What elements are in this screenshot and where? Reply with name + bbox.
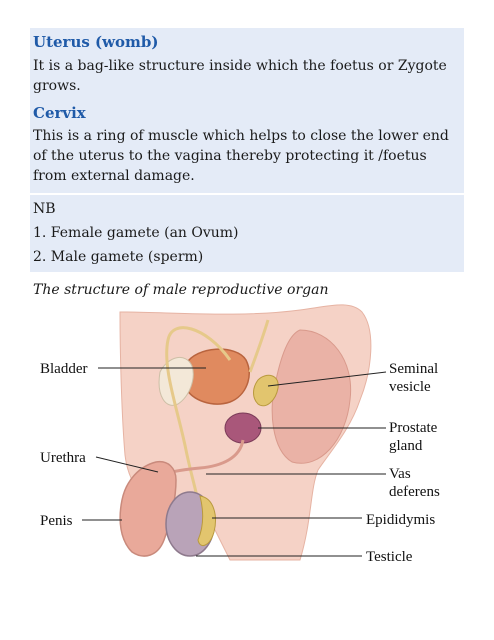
label-testicle: Testicle	[366, 549, 413, 565]
cervix-text: This is a ring of muscle which helps to close the lower end of the uterus to the vagina thereby protecting it /foetus from external damage.	[33, 128, 449, 184]
label-prostate-1: Prostate	[389, 420, 438, 436]
male-gamete-item: 2. Male gamete (sperm)	[33, 249, 204, 265]
uterus-cervix-box	[30, 28, 464, 193]
label-vas-2: deferens	[389, 484, 440, 500]
male-reproductive-diagram	[0, 300, 494, 590]
cervix-heading: Cervix	[33, 104, 86, 122]
label-vas-1: Vas	[389, 466, 411, 482]
label-penis: Penis	[40, 513, 73, 529]
label-prostate-2: gland	[389, 438, 423, 454]
label-urethra: Urethra	[40, 450, 86, 466]
figure-caption: The structure of male reproductive organ	[33, 282, 329, 298]
prostate-shape	[225, 413, 261, 443]
penis-shape	[120, 462, 176, 556]
label-epididymis: Epididymis	[366, 512, 436, 528]
label-bladder: Bladder	[40, 361, 88, 377]
uterus-text: It is a bag-like structure inside which the foetus or Zygote grows.	[33, 58, 447, 94]
uterus-heading: Uterus (womb)	[33, 33, 159, 51]
nb-label: NB	[33, 201, 56, 217]
gamete-note-box	[30, 195, 464, 272]
female-gamete-item: 1. Female gamete (an Ovum)	[33, 225, 239, 241]
label-seminal-2: vesicle	[389, 379, 431, 395]
label-seminal-1: Seminal	[389, 361, 439, 377]
